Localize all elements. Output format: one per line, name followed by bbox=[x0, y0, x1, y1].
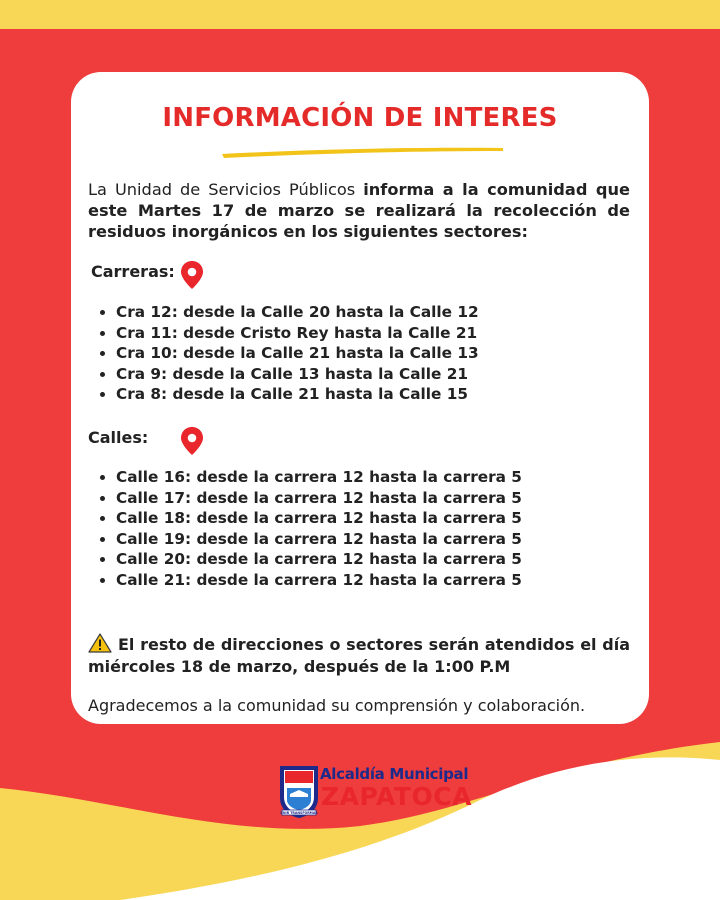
title-underline bbox=[220, 144, 505, 160]
logo-line2: ZAPATOCA bbox=[321, 782, 472, 811]
location-pin-icon bbox=[179, 426, 205, 456]
carreras-list bbox=[88, 302, 479, 405]
list-item: • Cra 10: desde la Calle 21 hasta la Calle 13 bbox=[116, 343, 479, 364]
location-pin-icon bbox=[179, 260, 205, 290]
logo-motto: UNIR TRANSFORMAR bbox=[280, 811, 318, 816]
intro-text bbox=[88, 179, 630, 242]
notice-text bbox=[88, 633, 630, 678]
thanks-text: Agradecemos a la comunidad su comprensión y colaboración. bbox=[88, 696, 586, 715]
list-item: • Cra 11: desde Cristo Rey hasta la Calle 21 bbox=[116, 323, 479, 344]
notice-body: El resto de direcciones o sectores serán atendidos el día miércoles 18 de marzo, después de la 1:00 P.M bbox=[88, 635, 630, 676]
list-item: • Cra 8: desde la Calle 21 hasta la Calle 15 bbox=[116, 384, 479, 405]
list-item: • Cra 12: desde la Calle 20 hasta la Calle 12 bbox=[116, 302, 479, 323]
calles-list bbox=[88, 467, 522, 591]
list-item: • Calle 21: desde la carrera 12 hasta la carrera 5 bbox=[116, 570, 522, 591]
intro-normal: La Unidad de Servicios Públicos bbox=[88, 180, 364, 199]
list-item: • Calle 20: desde la carrera 12 hasta la carrera 5 bbox=[116, 549, 522, 570]
warning-icon bbox=[88, 633, 112, 653]
list-item: • Calle 18: desde la carrera 12 hasta la carrera 5 bbox=[116, 508, 522, 529]
list-item: • Calle 16: desde la carrera 12 hasta la carrera 5 bbox=[116, 467, 522, 488]
list-item: • Calle 19: desde la carrera 12 hasta la carrera 5 bbox=[116, 529, 522, 550]
intro-bold: informa a la comunidad que este Martes 17 de marzo se realizará la recolección de residuos inorgánicos en los siguientes sectores: bbox=[88, 180, 630, 241]
page-title: INFORMACIÓN DE INTERES bbox=[162, 103, 558, 133]
decorative-dots bbox=[620, 770, 720, 900]
carreras-label: Carreras: bbox=[91, 262, 175, 281]
list-item: • Cra 9: desde la Calle 13 hasta la Calle 21 bbox=[116, 364, 479, 385]
calles-label: Calles: bbox=[88, 428, 149, 447]
logo-line1: Alcaldía Municipal bbox=[320, 765, 469, 783]
list-item: • Calle 17: desde la carrera 12 hasta la carrera 5 bbox=[116, 488, 522, 509]
